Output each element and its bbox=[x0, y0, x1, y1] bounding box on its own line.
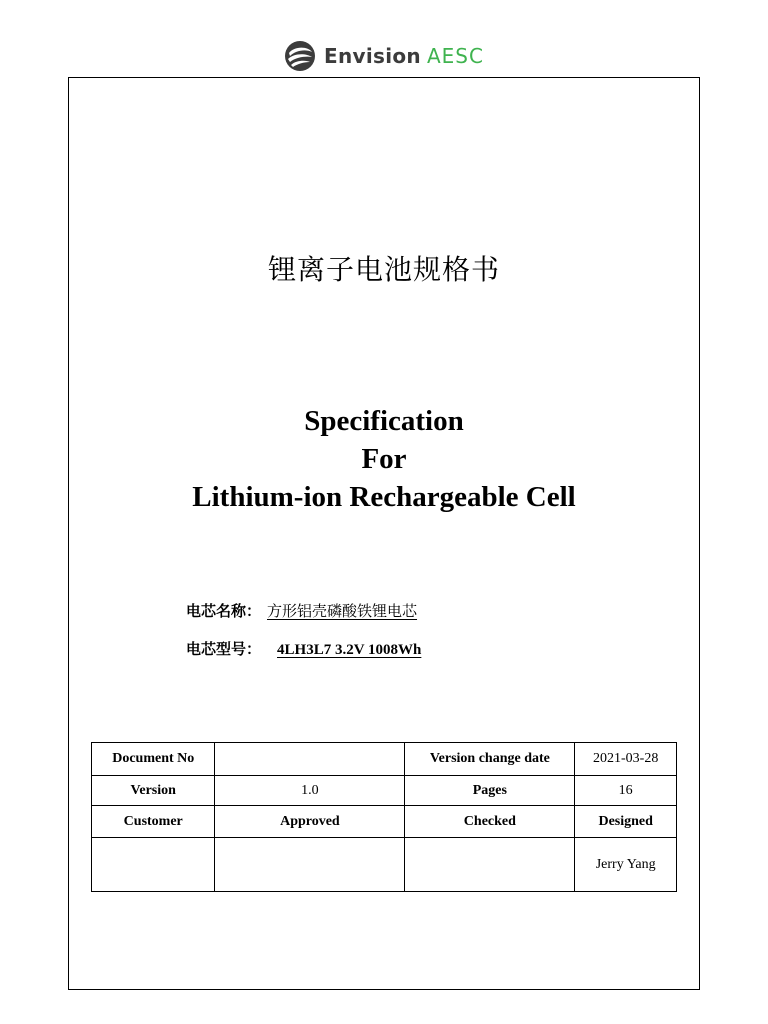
designed-value: Jerry Yang bbox=[575, 838, 677, 892]
checked-value bbox=[405, 838, 575, 892]
checked-label: Checked bbox=[405, 806, 575, 838]
customer-label: Customer bbox=[92, 806, 215, 838]
table-row bbox=[92, 743, 677, 776]
approved-label: Approved bbox=[215, 806, 405, 838]
customer-value bbox=[92, 838, 215, 892]
version-value: 1.0 bbox=[215, 776, 405, 806]
doc-no-value bbox=[215, 743, 405, 776]
doc-no-label: Document No bbox=[92, 743, 215, 776]
en-title-line1: Specification bbox=[304, 405, 464, 437]
en-title-line2: For bbox=[361, 443, 407, 475]
document-info-table bbox=[91, 742, 677, 892]
cell-model-label: 电芯型号： bbox=[186, 640, 262, 658]
en-title bbox=[0, 402, 768, 516]
table-row bbox=[92, 838, 677, 892]
header-logo bbox=[0, 38, 768, 74]
cn-title: 锂离子电池规格书 bbox=[267, 253, 500, 286]
version-date-value: 2021-03-28 bbox=[575, 743, 677, 776]
version-label: Version bbox=[92, 776, 215, 806]
cell-name-value: 方形铝壳磷酸铁锂电芯 bbox=[267, 602, 418, 620]
brand-main: Envision bbox=[324, 44, 421, 68]
brand-accent: AESC bbox=[426, 44, 484, 68]
cell-model-field bbox=[186, 638, 449, 659]
brand-logo bbox=[284, 40, 484, 72]
pages-label: Pages bbox=[405, 776, 575, 806]
cell-model-value: 4LH3L7 3.2V 1008Wh bbox=[277, 642, 422, 658]
version-date-label: Version change date bbox=[405, 743, 575, 776]
pages-value: 16 bbox=[575, 776, 677, 806]
cell-name-field bbox=[186, 600, 421, 621]
brand-wordmark bbox=[324, 44, 484, 68]
en-title-line3: Lithium-ion Rechargeable Cell bbox=[192, 481, 576, 513]
table-row bbox=[92, 776, 677, 806]
cell-name-label: 电芯名称： bbox=[186, 602, 262, 620]
designed-label: Designed bbox=[575, 806, 677, 838]
approved-value bbox=[215, 838, 405, 892]
table-row bbox=[92, 806, 677, 838]
envision-swirl-icon bbox=[284, 40, 316, 72]
